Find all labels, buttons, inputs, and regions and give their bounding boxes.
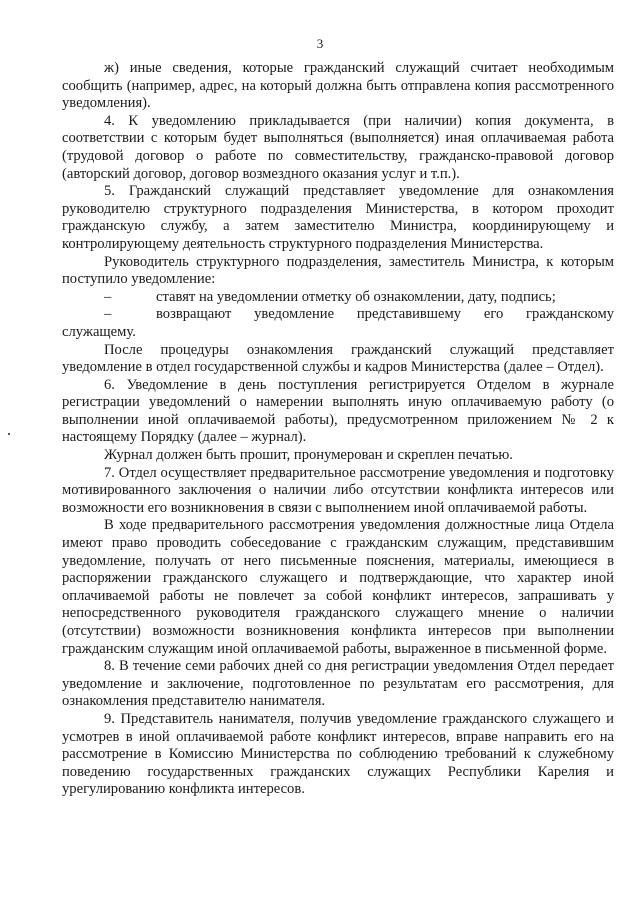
dash-item	[62, 306, 614, 341]
paragraph-journal: Журнал должен быть прошит, пронумерован и скреплен печатью.	[104, 447, 513, 464]
dash-mark: –	[104, 288, 112, 305]
paragraph-after-review: После процедуры ознакомления гражданский служащий представляет уведомление в отдел государственной службы и кадров Министерства (далее – Отдел).	[62, 341, 614, 376]
dash-item	[62, 289, 614, 307]
dash-mark: –	[104, 306, 112, 323]
paragraph-9: 9. Представитель нанимателя, получив уведомление гражданского служащего и усмотрев в иной оплачиваемой работе конфликт интересов, вправе направить его на рассмотрение в Комиссию Министерства по соблюдению требований к служебному поведению государственных гражданских служащих Республики Карелия и урегулированию конфликта интересов.	[62, 710, 614, 798]
paragraph-7-review: В ходе предварительного рассмотрения уведомления должностные лица Отдела имеют право проводить собеседование с гражданским служащим, представившим уведомление, получать от него письменные пояснения, материалы, имеющиеся в распоряжении гражданского служащего и подтверждающие, что характер иной оплачиваемой работы не повлечет за собой конфликт интересов, запрашивать у непосредственного руководителя гражданского служащего мнение о наличии (отсутствии) возможности возникновения конфликта интересов при выполнении гражданским служащим иной оплачиваемой работы, выраженное в письменной форме.	[62, 517, 614, 657]
paragraph-5-supervisor: Руководитель структурного подразделения, заместитель Министра, к которым поступило уведомление:	[62, 253, 614, 288]
dash-item-text: возвращают уведомление представившему его гражданскому служащему.	[62, 306, 614, 340]
dash-item-text: ставят на уведомлении отметку об ознакомлении, дату, подпись;	[156, 288, 556, 305]
paragraph-8: 8. В течение семи рабочих дней со дня регистрации уведомления Отдел передает уведомление и заключение, подготовленное по результатам его рассмотрения, для ознакомления представителю нанимателя.	[62, 658, 614, 710]
paragraph-5: 5. Гражданский служащий представляет уведомление для ознакомления руководителю структурного подразделения Министерства, в котором проходит гражданскую службу, а затем заместителю Министра, координирующему и контролирующему деятельность структурного подразделения Министерства.	[62, 183, 614, 252]
document-body	[62, 60, 614, 799]
paragraph-4: 4. К уведомлению прикладывается (при наличии) копия документа, в соответствии с которым будет выполняться (выполняется) иная оплачиваемая работа (трудовой договор о работе по совместительству, гражданско-правовой договор (авторский договор, договор возмездного оказания услуг и т.п.).	[62, 112, 614, 182]
paragraph-7: 7. Отдел осуществляет предварительное рассмотрение уведомления и подготовку мотивированного заключения о наличии либо отсутствии конфликта интересов или возможности его возникновения в связи с выполнением иной оплачиваемой работы.	[62, 464, 614, 516]
paragraph-6: 6. Уведомление в день поступления регистрируется Отделом в журнале регистрации уведомлений о намерении выполнять иную оплачиваемую работу (о выполнении иной оплачиваемой работы), предусмотренном приложением № 2 к настоящему Порядку (далее – журнал).	[62, 376, 614, 446]
page-number: 3	[316, 36, 324, 51]
paragraph-item-zh: ж) иные сведения, которые гражданский служащий считает необходимым сообщить (например, адрес, на который должна быть отправлена копия рассмотренного уведомления).	[62, 60, 614, 112]
scan-speck	[8, 433, 10, 435]
